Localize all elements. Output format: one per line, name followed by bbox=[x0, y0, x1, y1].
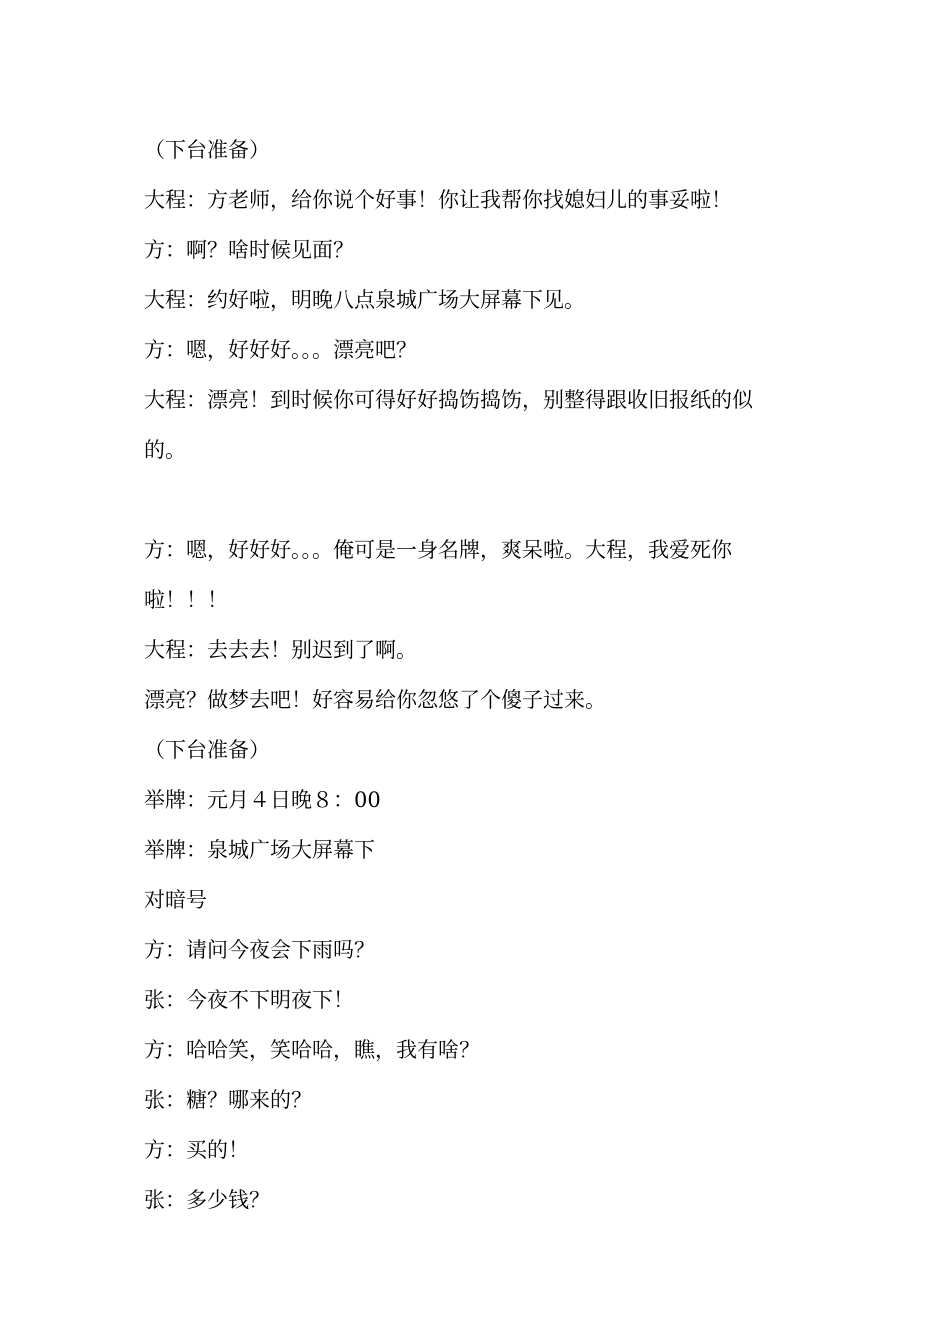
dialogue-line: 方：嗯，好好好。。。漂亮吧？ bbox=[144, 338, 417, 362]
dialogue-line: 方：哈哈笑，笑哈哈，瞧，我有啥？ bbox=[144, 1038, 480, 1062]
dialogue-line-continuation: 的。 bbox=[144, 438, 186, 462]
dialogue-line: 漂亮？做梦去吧！好容易给你忽悠了个傻子过来。 bbox=[144, 688, 606, 712]
dialogue-line: 方：买的！ bbox=[144, 1138, 249, 1162]
dialogue-line: 方：嗯，好好好。。。俺可是一身名牌，爽呆啦。大程，我爱死你 bbox=[144, 538, 732, 562]
dialogue-line: 大程：去去去！别迟到了啊。 bbox=[144, 638, 417, 662]
stage-direction: （下台准备） bbox=[144, 738, 270, 762]
dialogue-line: 方：请问今夜会下雨吗？ bbox=[144, 938, 375, 962]
sign-line: 举牌：元月４日晚８：00 bbox=[144, 788, 381, 812]
dialogue-line: 张：今夜不下明夜下！ bbox=[144, 988, 354, 1012]
dialogue-line: 张：多少钱？ bbox=[144, 1188, 270, 1212]
dialogue-line: 大程：漂亮！到时候你可得好好捣饬捣饬，别整得跟收旧报纸的似 bbox=[144, 388, 753, 412]
script-text bbox=[144, 125, 824, 1225]
dialogue-line: 大程：约好啦，明晚八点泉城广场大屏幕下见。 bbox=[144, 288, 585, 312]
dialogue-line-continuation: 啦！！！ bbox=[144, 588, 228, 612]
dialogue-line: 方：啊？啥时候见面？ bbox=[144, 238, 354, 262]
dialogue-line: 大程：方老师，给你说个好事！你让我帮你找媳妇儿的事妥啦！ bbox=[144, 188, 732, 212]
blank-line bbox=[144, 475, 824, 525]
stage-direction: （下台准备） bbox=[144, 138, 270, 162]
scene-note: 对暗号 bbox=[144, 888, 207, 912]
sign-line: 举牌：泉城广场大屏幕下 bbox=[144, 838, 375, 862]
dialogue-line: 张：糖？哪来的？ bbox=[144, 1088, 312, 1112]
